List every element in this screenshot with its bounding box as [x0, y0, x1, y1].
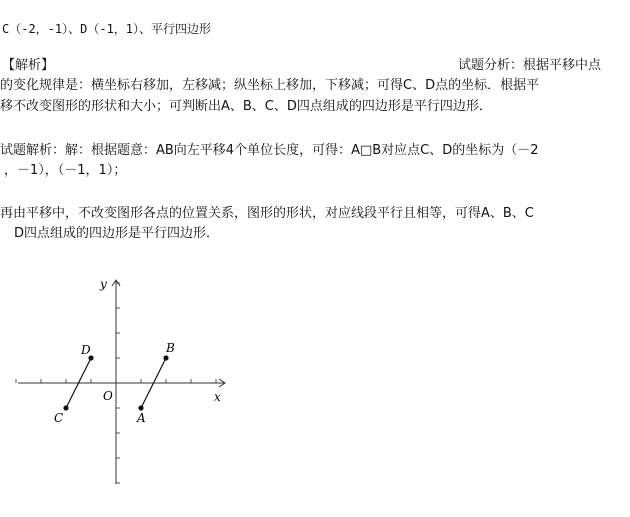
analysis-line-3: 移不改变图形的形状和大小；可判断出A、B、C、D四点组成的四边形是平行四边形． — [0, 99, 492, 114]
y-axis-label: y — [100, 277, 107, 291]
origin-label: O — [103, 389, 113, 403]
point-A — [138, 405, 143, 410]
coordinate-plane — [0, 268, 240, 488]
solution-line-2: ，－1），（－1，1）； — [4, 163, 127, 178]
point-C — [63, 405, 68, 410]
point-label-D: D — [81, 343, 91, 357]
x-axis-label: x — [214, 390, 221, 404]
solution-line-1: 试题解析：解：根据题意：AB向左平移4个单位长度，可得：A□B对应点C、D的坐标为（－2 — [0, 143, 539, 158]
point-label-B: B — [166, 341, 175, 355]
point-B — [163, 355, 168, 360]
point-label-C: C — [54, 411, 64, 425]
analysis-line-2: 的变化规律是：横坐标右移加，左移减；纵坐标上移加，下移减；可得C、D点的坐标．根据平 — [0, 78, 540, 93]
analysis-head: 试题分析：根据平移中点 — [458, 58, 602, 73]
section-label: 【解析】 — [2, 58, 55, 73]
conclusion-line-2: D四点组成的四边形是平行四边形． — [14, 226, 220, 241]
answer-line: C（-2，-1）、D（-1，1）、平行四边形 — [2, 22, 212, 36]
conclusion-line-1: 再由平移中，不改变图形各点的位置关系，图形的形状，对应线段平行且相等，可得A、B、C — [0, 206, 534, 221]
point-label-A: A — [137, 411, 146, 425]
